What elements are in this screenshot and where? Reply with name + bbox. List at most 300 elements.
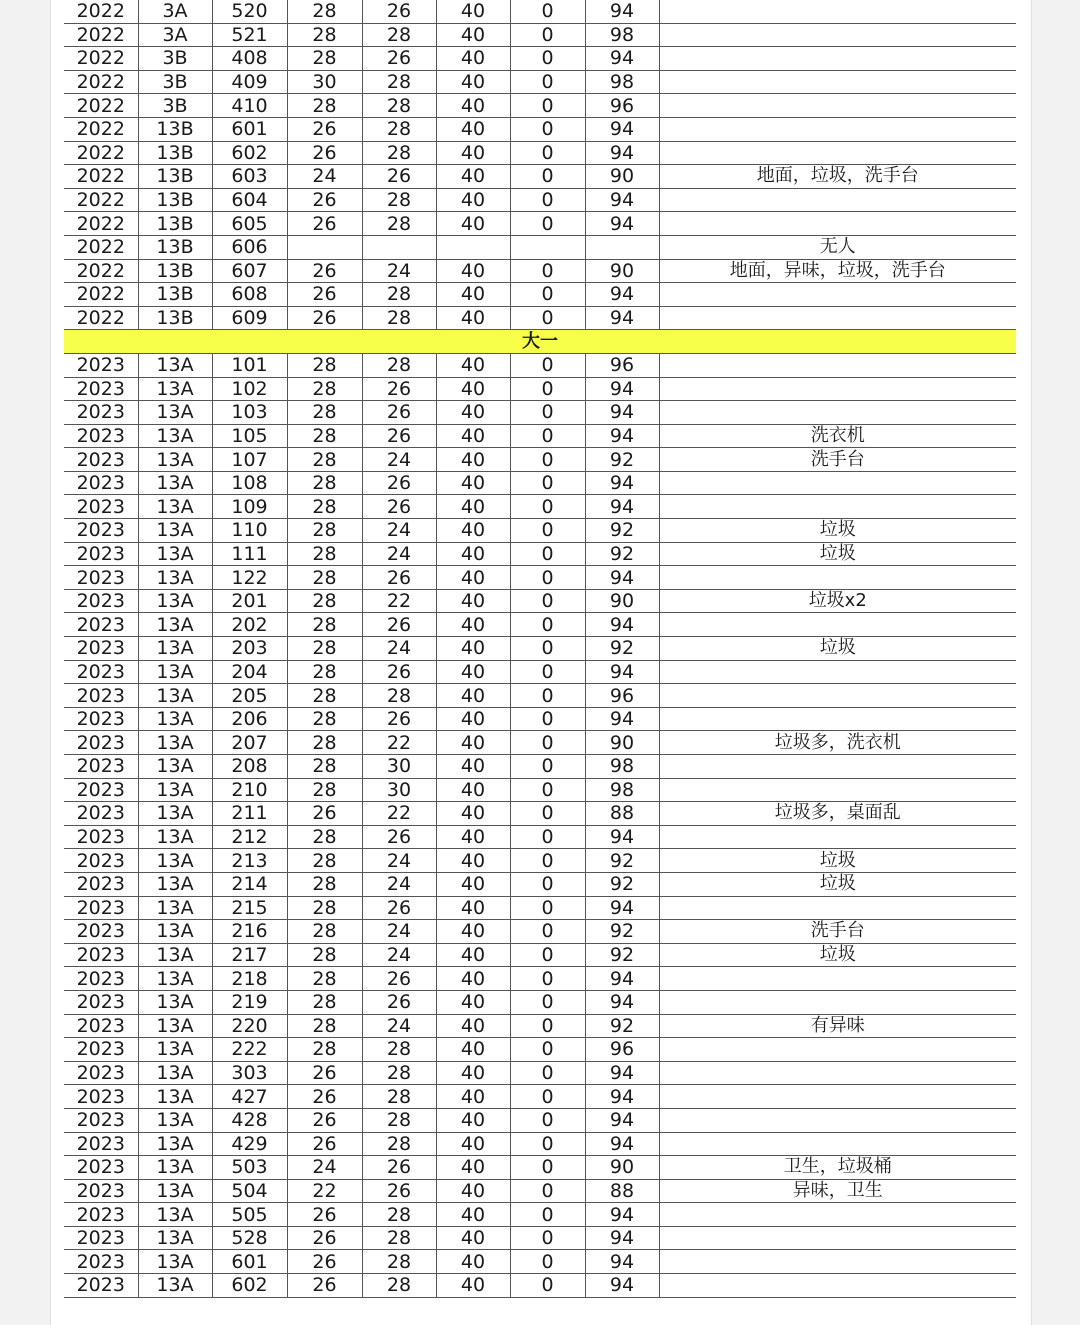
table-cell[interactable]: 26 bbox=[362, 377, 436, 401]
table-cell[interactable]: 26 bbox=[287, 1203, 362, 1227]
table-cell[interactable]: 0 bbox=[510, 1014, 585, 1038]
table-cell[interactable]: 3B bbox=[138, 94, 212, 118]
table-cell[interactable]: 505 bbox=[212, 1203, 287, 1227]
table-cell[interactable]: 13A bbox=[138, 990, 212, 1014]
table-cell[interactable]: 40 bbox=[436, 566, 510, 590]
table-cell[interactable]: 24 bbox=[287, 165, 362, 189]
table-cell[interactable]: 211 bbox=[212, 802, 287, 826]
table-cell[interactable]: 94 bbox=[585, 212, 659, 236]
table-cell[interactable]: 2023 bbox=[64, 566, 138, 590]
table-cell[interactable]: 26 bbox=[362, 471, 436, 495]
table-cell[interactable]: 40 bbox=[436, 519, 510, 543]
table-cell[interactable]: 2023 bbox=[64, 471, 138, 495]
table-cell[interactable] bbox=[362, 235, 436, 259]
table-cell[interactable]: 28 bbox=[362, 306, 436, 330]
table-cell[interactable]: 28 bbox=[287, 637, 362, 661]
table-cell[interactable]: 2023 bbox=[64, 731, 138, 755]
table-cell[interactable]: 40 bbox=[436, 377, 510, 401]
table-cell[interactable]: 94 bbox=[585, 401, 659, 425]
table-cell[interactable]: 601 bbox=[212, 1250, 287, 1274]
table-cell[interactable]: 94 bbox=[585, 1250, 659, 1274]
remark-cell[interactable] bbox=[659, 23, 1016, 47]
table-cell[interactable]: 40 bbox=[436, 212, 510, 236]
table-cell[interactable]: 26 bbox=[362, 0, 436, 23]
table-cell[interactable]: 28 bbox=[362, 94, 436, 118]
remark-cell[interactable]: 有异味 bbox=[659, 1014, 1016, 1038]
remark-cell[interactable]: 洗手台 bbox=[659, 448, 1016, 472]
table-cell[interactable]: 206 bbox=[212, 707, 287, 731]
remark-cell[interactable]: 无人 bbox=[659, 235, 1016, 259]
table-cell[interactable]: 101 bbox=[212, 353, 287, 377]
remark-cell[interactable]: 地面，垃圾，洗手台 bbox=[659, 165, 1016, 189]
remark-cell[interactable] bbox=[659, 47, 1016, 71]
table-cell[interactable]: 0 bbox=[510, 849, 585, 873]
table-cell[interactable]: 13A bbox=[138, 896, 212, 920]
table-cell[interactable]: 94 bbox=[585, 141, 659, 165]
table-cell[interactable]: 90 bbox=[585, 165, 659, 189]
table-cell[interactable]: 13A bbox=[138, 660, 212, 684]
remark-cell[interactable]: 垃圾 bbox=[659, 943, 1016, 967]
table-cell[interactable]: 602 bbox=[212, 141, 287, 165]
table-cell[interactable]: 0 bbox=[510, 684, 585, 708]
table-cell[interactable]: 605 bbox=[212, 212, 287, 236]
table-cell[interactable]: 26 bbox=[362, 990, 436, 1014]
table-cell[interactable]: 28 bbox=[287, 566, 362, 590]
table-cell[interactable]: 0 bbox=[510, 825, 585, 849]
table-cell[interactable]: 40 bbox=[436, 47, 510, 71]
table-cell[interactable]: 0 bbox=[510, 1061, 585, 1085]
table-cell[interactable]: 409 bbox=[212, 70, 287, 94]
table-cell[interactable]: 40 bbox=[436, 660, 510, 684]
remark-cell[interactable]: 垃圾 bbox=[659, 637, 1016, 661]
table-cell[interactable]: 3B bbox=[138, 47, 212, 71]
table-cell[interactable]: 218 bbox=[212, 967, 287, 991]
table-cell[interactable]: 40 bbox=[436, 1179, 510, 1203]
remark-cell[interactable] bbox=[659, 188, 1016, 212]
table-cell[interactable]: 607 bbox=[212, 259, 287, 283]
table-cell[interactable]: 40 bbox=[436, 967, 510, 991]
table-cell[interactable]: 94 bbox=[585, 283, 659, 307]
table-cell[interactable]: 26 bbox=[362, 660, 436, 684]
table-cell[interactable]: 96 bbox=[585, 684, 659, 708]
table-cell[interactable]: 28 bbox=[287, 448, 362, 472]
table-cell[interactable]: 2023 bbox=[64, 802, 138, 826]
remark-cell[interactable] bbox=[659, 825, 1016, 849]
table-cell[interactable]: 40 bbox=[436, 495, 510, 519]
table-cell[interactable]: 40 bbox=[436, 94, 510, 118]
table-cell[interactable]: 0 bbox=[510, 212, 585, 236]
table-cell[interactable]: 40 bbox=[436, 117, 510, 141]
table-cell[interactable]: 13A bbox=[138, 1014, 212, 1038]
table-cell[interactable]: 2023 bbox=[64, 1203, 138, 1227]
table-cell[interactable]: 40 bbox=[436, 259, 510, 283]
table-cell[interactable]: 24 bbox=[362, 259, 436, 283]
table-cell[interactable]: 94 bbox=[585, 471, 659, 495]
table-cell[interactable]: 94 bbox=[585, 1274, 659, 1298]
table-cell[interactable]: 13A bbox=[138, 377, 212, 401]
table-cell[interactable]: 40 bbox=[436, 1132, 510, 1156]
table-cell[interactable]: 28 bbox=[287, 990, 362, 1014]
table-cell[interactable]: 26 bbox=[362, 566, 436, 590]
remark-cell[interactable] bbox=[659, 1226, 1016, 1250]
table-cell[interactable]: 40 bbox=[436, 1061, 510, 1085]
table-cell[interactable]: 603 bbox=[212, 165, 287, 189]
table-cell[interactable]: 40 bbox=[436, 1274, 510, 1298]
table-cell[interactable]: 98 bbox=[585, 755, 659, 779]
table-cell[interactable]: 13A bbox=[138, 778, 212, 802]
table-cell[interactable]: 40 bbox=[436, 1203, 510, 1227]
table-cell[interactable]: 40 bbox=[436, 896, 510, 920]
table-cell[interactable]: 3A bbox=[138, 23, 212, 47]
table-cell[interactable]: 103 bbox=[212, 401, 287, 425]
table-cell[interactable]: 13A bbox=[138, 1132, 212, 1156]
table-cell[interactable]: 28 bbox=[287, 1014, 362, 1038]
table-cell[interactable]: 22 bbox=[362, 589, 436, 613]
table-cell[interactable]: 96 bbox=[585, 94, 659, 118]
table-cell[interactable]: 2023 bbox=[64, 377, 138, 401]
remark-cell[interactable] bbox=[659, 1250, 1016, 1274]
table-cell[interactable]: 0 bbox=[510, 637, 585, 661]
table-cell[interactable]: 428 bbox=[212, 1108, 287, 1132]
table-cell[interactable]: 207 bbox=[212, 731, 287, 755]
table-cell[interactable]: 219 bbox=[212, 990, 287, 1014]
table-cell[interactable]: 94 bbox=[585, 495, 659, 519]
table-cell[interactable]: 13A bbox=[138, 471, 212, 495]
table-cell[interactable]: 92 bbox=[585, 637, 659, 661]
table-cell[interactable]: 609 bbox=[212, 306, 287, 330]
table-cell[interactable]: 0 bbox=[510, 1132, 585, 1156]
table-cell[interactable]: 28 bbox=[287, 943, 362, 967]
table-cell[interactable]: 2023 bbox=[64, 896, 138, 920]
table-cell[interactable]: 13A bbox=[138, 1274, 212, 1298]
table-cell[interactable]: 2023 bbox=[64, 1061, 138, 1085]
table-cell[interactable]: 13B bbox=[138, 141, 212, 165]
table-cell[interactable]: 30 bbox=[362, 755, 436, 779]
remark-cell[interactable] bbox=[659, 401, 1016, 425]
table-cell[interactable]: 212 bbox=[212, 825, 287, 849]
table-cell[interactable]: 0 bbox=[510, 660, 585, 684]
remark-cell[interactable] bbox=[659, 896, 1016, 920]
table-cell[interactable]: 2023 bbox=[64, 1226, 138, 1250]
table-cell[interactable]: 0 bbox=[510, 141, 585, 165]
table-cell[interactable]: 94 bbox=[585, 117, 659, 141]
table-cell[interactable]: 0 bbox=[510, 23, 585, 47]
table-cell[interactable]: 2023 bbox=[64, 1132, 138, 1156]
table-cell[interactable]: 2023 bbox=[64, 519, 138, 543]
table-cell[interactable]: 0 bbox=[510, 1038, 585, 1062]
table-cell[interactable]: 2023 bbox=[64, 448, 138, 472]
table-cell[interactable]: 28 bbox=[287, 495, 362, 519]
table-cell[interactable]: 0 bbox=[510, 1179, 585, 1203]
table-cell[interactable]: 201 bbox=[212, 589, 287, 613]
table-cell[interactable]: 13A bbox=[138, 731, 212, 755]
table-cell[interactable]: 0 bbox=[510, 117, 585, 141]
remark-cell[interactable] bbox=[659, 117, 1016, 141]
table-cell[interactable]: 26 bbox=[287, 1132, 362, 1156]
table-cell[interactable]: 2022 bbox=[64, 23, 138, 47]
table-cell[interactable]: 26 bbox=[287, 283, 362, 307]
table-cell[interactable]: 521 bbox=[212, 23, 287, 47]
table-cell[interactable]: 2023 bbox=[64, 589, 138, 613]
remark-cell[interactable]: 地面，异味，垃圾，洗手台 bbox=[659, 259, 1016, 283]
table-cell[interactable]: 28 bbox=[287, 920, 362, 944]
table-cell[interactable]: 2023 bbox=[64, 1179, 138, 1203]
table-cell[interactable]: 40 bbox=[436, 990, 510, 1014]
table-cell[interactable]: 28 bbox=[362, 117, 436, 141]
table-cell[interactable]: 122 bbox=[212, 566, 287, 590]
remark-cell[interactable] bbox=[659, 778, 1016, 802]
table-cell[interactable]: 26 bbox=[362, 495, 436, 519]
remark-cell[interactable] bbox=[659, 1108, 1016, 1132]
remark-cell[interactable] bbox=[659, 967, 1016, 991]
table-cell[interactable]: 40 bbox=[436, 1038, 510, 1062]
table-cell[interactable]: 94 bbox=[585, 990, 659, 1014]
table-cell[interactable]: 28 bbox=[287, 731, 362, 755]
table-cell[interactable]: 40 bbox=[436, 1014, 510, 1038]
remark-cell[interactable]: 垃圾 bbox=[659, 872, 1016, 896]
table-cell[interactable]: 109 bbox=[212, 495, 287, 519]
table-cell[interactable]: 214 bbox=[212, 872, 287, 896]
table-cell[interactable]: 26 bbox=[287, 1226, 362, 1250]
table-cell[interactable]: 88 bbox=[585, 802, 659, 826]
table-cell[interactable]: 94 bbox=[585, 1108, 659, 1132]
table-cell[interactable]: 111 bbox=[212, 542, 287, 566]
table-cell[interactable]: 604 bbox=[212, 188, 287, 212]
table-cell[interactable]: 2023 bbox=[64, 660, 138, 684]
table-cell[interactable]: 2022 bbox=[64, 94, 138, 118]
table-cell[interactable]: 28 bbox=[362, 1250, 436, 1274]
remark-cell[interactable] bbox=[659, 1203, 1016, 1227]
table-cell[interactable]: 2023 bbox=[64, 943, 138, 967]
table-cell[interactable]: 13A bbox=[138, 1085, 212, 1109]
table-cell[interactable]: 0 bbox=[510, 70, 585, 94]
table-cell[interactable]: 410 bbox=[212, 94, 287, 118]
table-cell[interactable] bbox=[436, 235, 510, 259]
table-cell[interactable]: 24 bbox=[362, 542, 436, 566]
table-cell[interactable]: 13A bbox=[138, 1108, 212, 1132]
table-cell[interactable]: 40 bbox=[436, 1085, 510, 1109]
table-cell[interactable]: 40 bbox=[436, 306, 510, 330]
table-cell[interactable]: 40 bbox=[436, 920, 510, 944]
remark-cell[interactable] bbox=[659, 94, 1016, 118]
table-cell[interactable]: 0 bbox=[510, 920, 585, 944]
table-cell[interactable]: 40 bbox=[436, 684, 510, 708]
table-cell[interactable]: 28 bbox=[362, 1085, 436, 1109]
table-cell[interactable]: 2023 bbox=[64, 872, 138, 896]
table-cell[interactable]: 28 bbox=[287, 755, 362, 779]
table-cell[interactable]: 92 bbox=[585, 1014, 659, 1038]
table-cell[interactable]: 28 bbox=[362, 188, 436, 212]
table-cell[interactable]: 2023 bbox=[64, 495, 138, 519]
table-cell[interactable]: 28 bbox=[287, 519, 362, 543]
table-cell[interactable]: 0 bbox=[510, 707, 585, 731]
remark-cell[interactable] bbox=[659, 566, 1016, 590]
table-cell[interactable]: 40 bbox=[436, 23, 510, 47]
table-cell[interactable]: 601 bbox=[212, 117, 287, 141]
table-cell[interactable]: 24 bbox=[362, 849, 436, 873]
table-cell[interactable]: 90 bbox=[585, 1156, 659, 1180]
table-cell[interactable]: 13A bbox=[138, 589, 212, 613]
table-cell[interactable]: 0 bbox=[510, 1250, 585, 1274]
table-cell[interactable]: 26 bbox=[287, 141, 362, 165]
table-cell[interactable]: 220 bbox=[212, 1014, 287, 1038]
table-cell[interactable]: 0 bbox=[510, 47, 585, 71]
table-cell[interactable]: 213 bbox=[212, 849, 287, 873]
table-cell[interactable]: 427 bbox=[212, 1085, 287, 1109]
table-cell[interactable]: 2022 bbox=[64, 212, 138, 236]
table-cell[interactable]: 2023 bbox=[64, 967, 138, 991]
table-cell[interactable]: 0 bbox=[510, 872, 585, 896]
table-cell[interactable]: 0 bbox=[510, 1226, 585, 1250]
table-cell[interactable]: 3A bbox=[138, 0, 212, 23]
table-cell[interactable]: 602 bbox=[212, 1274, 287, 1298]
table-cell[interactable]: 94 bbox=[585, 1132, 659, 1156]
table-cell[interactable]: 13A bbox=[138, 1179, 212, 1203]
table-cell[interactable]: 13A bbox=[138, 825, 212, 849]
table-cell[interactable]: 40 bbox=[436, 424, 510, 448]
table-cell[interactable]: 2022 bbox=[64, 165, 138, 189]
table-cell[interactable]: 13A bbox=[138, 424, 212, 448]
table-cell[interactable]: 40 bbox=[436, 0, 510, 23]
table-cell[interactable]: 98 bbox=[585, 778, 659, 802]
table-cell[interactable]: 2023 bbox=[64, 990, 138, 1014]
table-cell[interactable] bbox=[510, 235, 585, 259]
table-cell[interactable]: 2023 bbox=[64, 613, 138, 637]
table-cell[interactable]: 0 bbox=[510, 943, 585, 967]
table-cell[interactable]: 13A bbox=[138, 542, 212, 566]
table-cell[interactable]: 28 bbox=[287, 94, 362, 118]
remark-cell[interactable] bbox=[659, 377, 1016, 401]
table-cell[interactable]: 13B bbox=[138, 235, 212, 259]
table-cell[interactable]: 2023 bbox=[64, 1085, 138, 1109]
table-cell[interactable]: 0 bbox=[510, 188, 585, 212]
table-cell[interactable]: 40 bbox=[436, 802, 510, 826]
table-cell[interactable]: 2023 bbox=[64, 849, 138, 873]
table-cell[interactable]: 94 bbox=[585, 1226, 659, 1250]
table-cell[interactable]: 40 bbox=[436, 471, 510, 495]
table-cell[interactable]: 0 bbox=[510, 731, 585, 755]
table-cell[interactable]: 520 bbox=[212, 0, 287, 23]
table-cell[interactable]: 203 bbox=[212, 637, 287, 661]
table-cell[interactable]: 28 bbox=[287, 0, 362, 23]
table-cell[interactable]: 26 bbox=[362, 401, 436, 425]
table-cell[interactable]: 40 bbox=[436, 589, 510, 613]
table-cell[interactable]: 608 bbox=[212, 283, 287, 307]
table-cell[interactable]: 98 bbox=[585, 70, 659, 94]
table-cell[interactable]: 40 bbox=[436, 165, 510, 189]
remark-cell[interactable] bbox=[659, 1038, 1016, 1062]
table-cell[interactable]: 0 bbox=[510, 259, 585, 283]
table-cell[interactable]: 2023 bbox=[64, 424, 138, 448]
table-cell[interactable]: 0 bbox=[510, 1085, 585, 1109]
table-cell[interactable]: 13A bbox=[138, 448, 212, 472]
table-cell[interactable]: 210 bbox=[212, 778, 287, 802]
table-cell[interactable]: 40 bbox=[436, 283, 510, 307]
table-cell[interactable]: 40 bbox=[436, 1226, 510, 1250]
table-cell[interactable]: 13A bbox=[138, 1156, 212, 1180]
table-cell[interactable]: 13A bbox=[138, 707, 212, 731]
table-cell[interactable]: 26 bbox=[287, 117, 362, 141]
remark-cell[interactable] bbox=[659, 495, 1016, 519]
table-cell[interactable]: 24 bbox=[362, 519, 436, 543]
table-cell[interactable]: 26 bbox=[362, 896, 436, 920]
remark-cell[interactable] bbox=[659, 1085, 1016, 1109]
table-cell[interactable]: 216 bbox=[212, 920, 287, 944]
table-cell[interactable]: 0 bbox=[510, 94, 585, 118]
table-cell[interactable]: 26 bbox=[287, 188, 362, 212]
table-cell[interactable]: 90 bbox=[585, 589, 659, 613]
table-cell[interactable]: 0 bbox=[510, 519, 585, 543]
table-cell[interactable]: 28 bbox=[362, 1108, 436, 1132]
table-cell[interactable]: 28 bbox=[287, 613, 362, 637]
table-cell[interactable]: 28 bbox=[287, 401, 362, 425]
table-cell[interactable]: 22 bbox=[362, 731, 436, 755]
table-cell[interactable]: 24 bbox=[362, 872, 436, 896]
table-cell[interactable]: 22 bbox=[287, 1179, 362, 1203]
table-cell[interactable]: 92 bbox=[585, 920, 659, 944]
remark-cell[interactable] bbox=[659, 353, 1016, 377]
table-cell[interactable]: 88 bbox=[585, 1179, 659, 1203]
table-cell[interactable]: 13A bbox=[138, 613, 212, 637]
remark-cell[interactable] bbox=[659, 471, 1016, 495]
table-cell[interactable]: 0 bbox=[510, 377, 585, 401]
table-cell[interactable]: 28 bbox=[362, 1226, 436, 1250]
table-cell[interactable]: 40 bbox=[436, 849, 510, 873]
remark-cell[interactable] bbox=[659, 990, 1016, 1014]
table-cell[interactable]: 26 bbox=[287, 212, 362, 236]
table-cell[interactable]: 0 bbox=[510, 990, 585, 1014]
table-cell[interactable]: 94 bbox=[585, 896, 659, 920]
table-cell[interactable]: 40 bbox=[436, 943, 510, 967]
table-cell[interactable]: 28 bbox=[287, 896, 362, 920]
table-cell[interactable]: 2022 bbox=[64, 306, 138, 330]
table-cell[interactable]: 24 bbox=[362, 920, 436, 944]
table-cell[interactable]: 28 bbox=[287, 377, 362, 401]
table-cell[interactable]: 26 bbox=[362, 1156, 436, 1180]
table-cell[interactable]: 0 bbox=[510, 165, 585, 189]
table-cell[interactable]: 28 bbox=[362, 1203, 436, 1227]
table-cell[interactable]: 2022 bbox=[64, 235, 138, 259]
table-cell[interactable]: 2022 bbox=[64, 188, 138, 212]
table-cell[interactable]: 217 bbox=[212, 943, 287, 967]
table-cell[interactable]: 13A bbox=[138, 872, 212, 896]
table-cell[interactable]: 2023 bbox=[64, 637, 138, 661]
table-cell[interactable] bbox=[585, 235, 659, 259]
table-cell[interactable]: 94 bbox=[585, 613, 659, 637]
table-cell[interactable]: 28 bbox=[287, 471, 362, 495]
table-cell[interactable]: 26 bbox=[362, 613, 436, 637]
table-cell[interactable]: 28 bbox=[287, 684, 362, 708]
table-cell[interactable]: 2023 bbox=[64, 778, 138, 802]
remark-cell[interactable]: 垃圾x2 bbox=[659, 589, 1016, 613]
table-cell[interactable]: 13A bbox=[138, 401, 212, 425]
remark-cell[interactable]: 垃圾 bbox=[659, 542, 1016, 566]
table-cell[interactable]: 303 bbox=[212, 1061, 287, 1085]
table-cell[interactable]: 13B bbox=[138, 306, 212, 330]
table-cell[interactable]: 28 bbox=[287, 47, 362, 71]
table-cell[interactable]: 28 bbox=[287, 825, 362, 849]
table-cell[interactable]: 92 bbox=[585, 448, 659, 472]
table-cell[interactable]: 28 bbox=[362, 1274, 436, 1298]
table-cell[interactable]: 0 bbox=[510, 1156, 585, 1180]
table-cell[interactable]: 28 bbox=[287, 707, 362, 731]
table-cell[interactable]: 26 bbox=[287, 1085, 362, 1109]
table-cell[interactable]: 0 bbox=[510, 589, 585, 613]
table-cell[interactable]: 13A bbox=[138, 920, 212, 944]
table-cell[interactable]: 0 bbox=[510, 802, 585, 826]
table-cell[interactable]: 0 bbox=[510, 542, 585, 566]
remark-cell[interactable]: 垃圾 bbox=[659, 849, 1016, 873]
